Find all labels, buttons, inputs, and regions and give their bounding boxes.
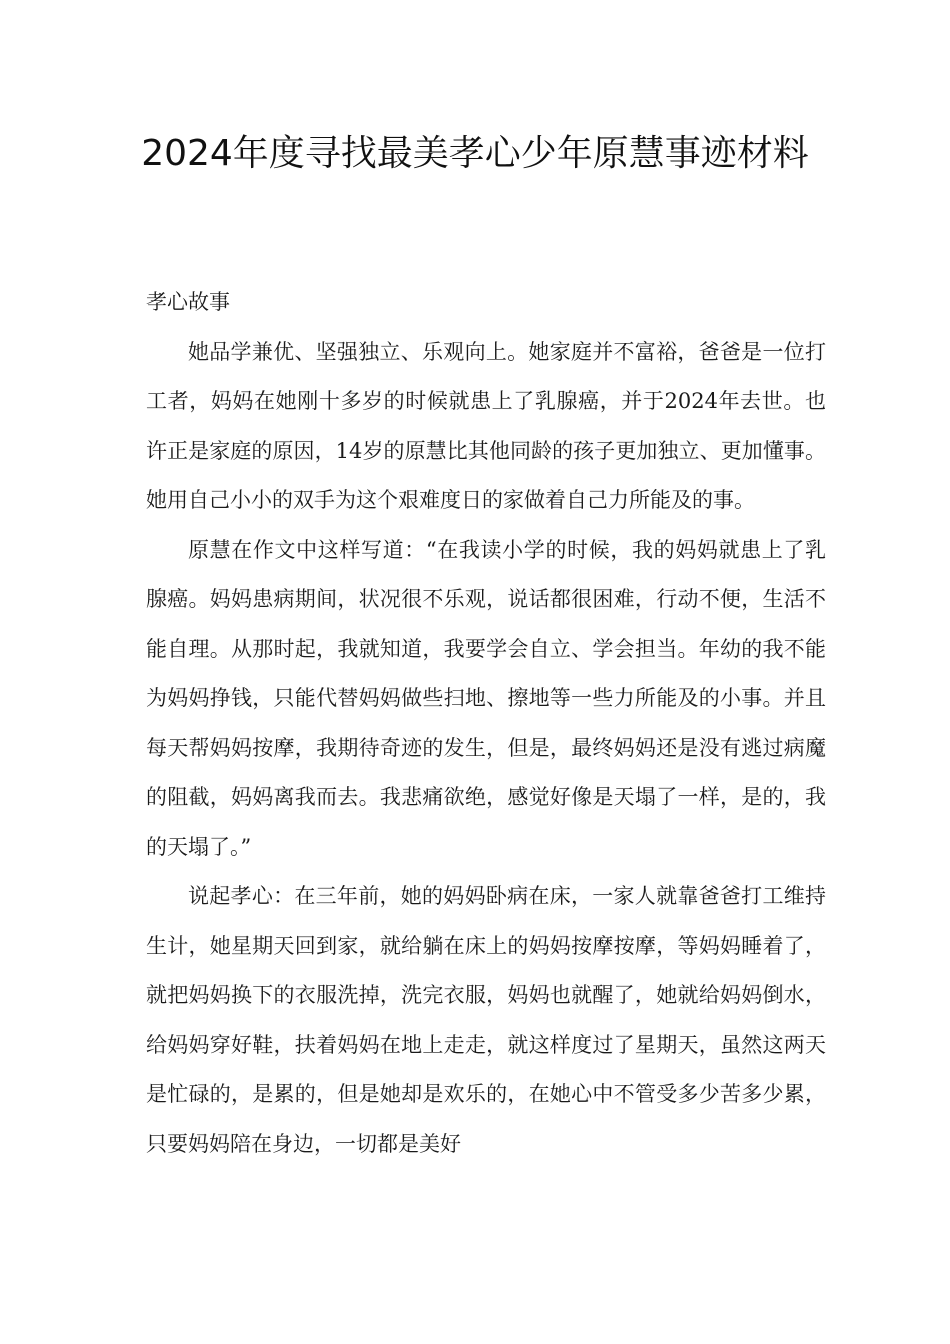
paragraph-2: 原慧在作文中这样写道：“在我读小学的时候，我的妈妈就患上了乳腺癌。妈妈患病期间，状况很不乐观，说话都很困难，行动不便，生活不能自理。从那时起，我就知道，我要学会自立、学会担当。年幼的我不能为妈妈挣钱，只能代替妈妈做些扫地、擦地等一些力所能及的小事。并且每天帮妈妈按摩，我期待奇迹的发生，但是，最终妈妈还是没有逃过病魔的阻截，妈妈离我而去。我悲痛欲绝，感觉好像是天塌了一样，是的，我的天塌了。” [146,537,826,859]
paragraph-3: 说起孝心：在三年前，她的妈妈卧病在床，一家人就靠爸爸打工维持生计，她星期天回到家，就给躺在床上的妈妈按摩按摩，等妈妈睡着了，就把妈妈换下的衣服洗掉，洗完衣服，妈妈也就醒了，她就给妈妈倒水，给妈妈穿好鞋，扶着妈妈在地上走走，就这样度过了星期天，虽然这两天是忙碌的，是累的，但是她却是欢乐的，在她心中不管受多少苦多少累，只要妈妈陪在身边，一切都是美好 [146,884,826,1156]
paragraph-1: 她品学兼优、坚强独立、乐观向上。她家庭并不富裕，爸爸是一位打工者，妈妈在她刚十多岁的时候就患上了乳腺癌，并于2024年去世。也许正是家庭的原因，14岁的原慧比其他同龄的孩子更加独立、更加懂事。她用自己小小的双手为这个艰难度日的家做着自己力所能及的事。 [146,339,826,512]
section-label: 孝心故事 [146,290,230,314]
document-title: 2024年度寻找最美孝心少年原慧事迹材料 [141,133,809,174]
document-body [146,278,826,1169]
